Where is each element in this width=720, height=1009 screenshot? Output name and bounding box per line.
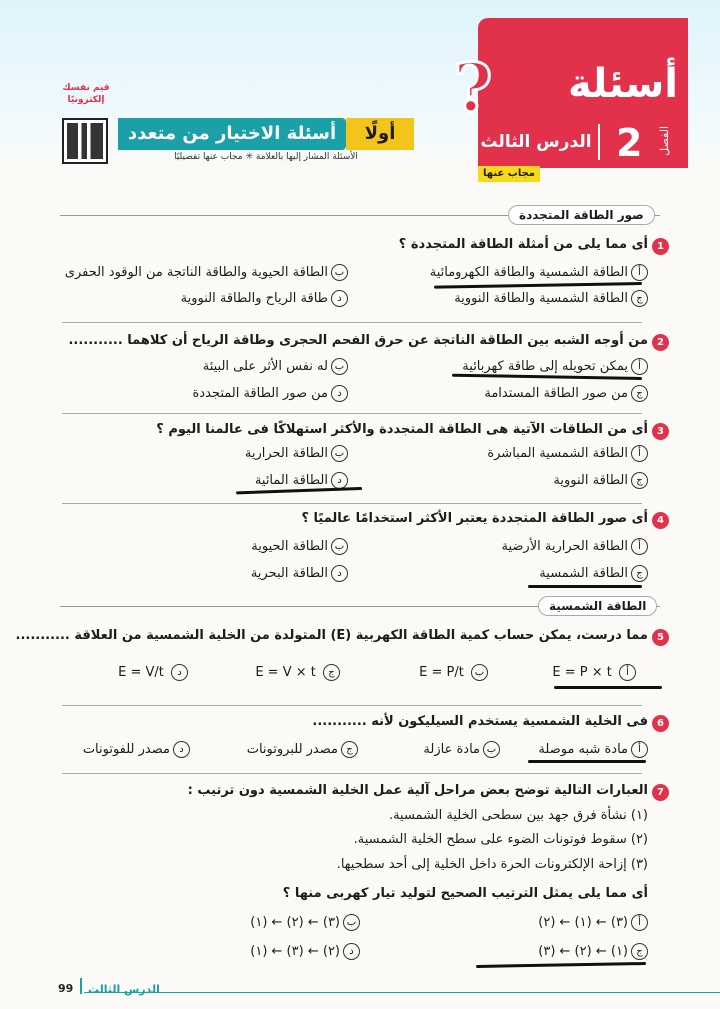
option-a[interactable]: [538, 914, 648, 931]
qr-code-icon[interactable]: [62, 118, 108, 164]
option-marker: ج: [631, 290, 648, 307]
footer-lesson: الدرس الثالث: [88, 983, 160, 996]
option-text: مادة عازلة: [423, 742, 480, 757]
footer-rule: [84, 992, 720, 993]
option-text: E = V/t: [118, 665, 164, 680]
option-b[interactable]: [250, 914, 360, 931]
statement-3: (٣) إزاحة الإلكترونات الحرة داخل الخلية إلى أحد سطحيها.: [336, 857, 648, 872]
option-c[interactable]: [553, 472, 648, 489]
option-d[interactable]: [193, 385, 349, 402]
option-b[interactable]: [423, 741, 500, 758]
section-ordinal: أولًا: [346, 118, 414, 150]
option-c[interactable]: [454, 290, 648, 307]
separator: [62, 413, 642, 414]
option-marker: ج: [341, 741, 358, 758]
separator: [62, 773, 642, 774]
option-text: له نفس الأثر على البيئة: [202, 359, 328, 374]
option-b[interactable]: [419, 664, 488, 681]
option-text: E = V × t: [255, 665, 316, 680]
chapter-number: 2: [616, 121, 643, 165]
option-text: الطاقة الحيوية: [251, 539, 328, 554]
option-marker: د: [173, 741, 190, 758]
option-c[interactable]: [538, 943, 648, 960]
option-marker: ج: [631, 472, 648, 489]
topic-label-renewable: صور الطاقة المتجددة: [508, 205, 655, 225]
option-marker: ج: [631, 943, 648, 960]
question-number: 3: [652, 423, 669, 440]
option-text: طاقة الرياح والطاقة النووية: [180, 291, 328, 306]
lesson-label: الدرس الثالث: [480, 132, 592, 152]
option-text: الطاقة البحرية: [250, 566, 328, 581]
option-marker: أ: [631, 264, 648, 281]
option-d[interactable]: [181, 290, 348, 307]
question-number: 2: [652, 334, 669, 351]
option-b[interactable]: [65, 264, 348, 281]
option-text: مصدر للبروتونات: [246, 742, 338, 757]
option-marker: د: [331, 472, 348, 489]
section-header: [118, 118, 414, 150]
option-marker: ب: [471, 664, 488, 681]
section-title: أسئلة الاختيار من متعدد: [118, 118, 346, 150]
option-text: الطاقة الشمسية المباشرة: [487, 446, 628, 461]
chapter-word: الفصل: [658, 126, 671, 156]
option-a[interactable]: [538, 741, 648, 758]
question-mark-icon: ?: [453, 49, 493, 127]
option-c[interactable]: [247, 741, 358, 758]
option-c[interactable]: [539, 565, 648, 582]
answer-underline: [476, 962, 646, 968]
option-marker: ب: [483, 741, 500, 758]
option-a[interactable]: [552, 664, 636, 681]
question-text: أى من الطاقات الآتية هى الطاقة المتجددة والأكثر استهلاكًا فى عالمنا اليوم ؟: [156, 422, 648, 437]
option-text: الطاقة الحرارية: [244, 446, 328, 461]
question-text: فى الخلية الشمسية يستخدم السيليكون لأنه ...........: [312, 714, 648, 729]
separator: [62, 503, 642, 504]
option-a[interactable]: [487, 445, 648, 462]
option-text: من صور الطاقة المستدامة: [484, 386, 628, 401]
option-marker: ب: [343, 914, 360, 931]
option-text: الطاقة الشمسية: [539, 566, 628, 581]
option-marker: ب: [331, 445, 348, 462]
option-text: مصدر للفوتونات: [82, 742, 170, 757]
option-c[interactable]: [255, 664, 340, 681]
option-text: الطاقة المائية: [254, 473, 328, 488]
option-marker: ج: [631, 385, 648, 402]
option-d[interactable]: [118, 664, 188, 681]
option-text: من صور الطاقة المتجددة: [192, 386, 328, 401]
option-text: الطاقة النووية: [553, 473, 628, 488]
answered-tag: مجاب عنها: [478, 166, 540, 182]
option-marker: د: [343, 943, 360, 960]
option-marker: ج: [631, 565, 648, 582]
option-text: الطاقة الحرارية الأرضية: [501, 539, 628, 554]
option-marker: أ: [631, 914, 648, 931]
question-number: 1: [652, 238, 669, 255]
answer-underline: [434, 282, 642, 289]
option-marker: ب: [331, 358, 348, 375]
option-marker: أ: [631, 741, 648, 758]
footer-divider: [80, 978, 82, 994]
option-marker: د: [171, 664, 188, 681]
option-c[interactable]: [484, 385, 648, 402]
option-a[interactable]: [430, 264, 648, 281]
option-a[interactable]: [502, 538, 649, 555]
option-b[interactable]: [251, 538, 348, 555]
option-marker: ب: [331, 264, 348, 281]
option-marker: د: [331, 385, 348, 402]
question-number: 7: [652, 784, 669, 801]
option-d[interactable]: [255, 472, 348, 489]
option-text: (٣) ← (٢) ← (١): [250, 915, 340, 930]
qr-label: قيم نفسك إلكترونيًا: [62, 83, 110, 105]
page-number: 99: [58, 982, 74, 995]
statement-2: (٢) سقوط فوتونات الضوء على سطح الخلية الشمسية.: [353, 832, 648, 847]
separator: [62, 705, 642, 706]
option-text: الطاقة الشمسية والطاقة النووية: [454, 291, 628, 306]
option-b[interactable]: [245, 445, 348, 462]
option-text: E = P/t: [419, 665, 464, 680]
option-text: (١) ← (٢) ← (٣): [538, 944, 628, 959]
question-text: مما درست، يمكن حساب كمية الطاقة الكهربية (E) المتولدة من الخلية الشمسية من العلاقة ...........: [15, 628, 648, 643]
option-marker: أ: [631, 358, 648, 375]
question-number: 5: [652, 629, 669, 646]
lesson-divider: [598, 124, 600, 160]
option-d[interactable]: [83, 741, 190, 758]
option-text: (٣) ← (١) ← (٢): [538, 915, 628, 930]
option-marker: ج: [323, 664, 340, 681]
option-marker: د: [331, 290, 348, 307]
option-a[interactable]: [462, 358, 648, 375]
sub-question: أى مما يلى يمثل الترتيب الصحيح لتوليد تيار كهربى منها ؟: [282, 886, 648, 901]
answer-underline: [528, 585, 642, 588]
question-number: 6: [652, 715, 669, 732]
separator: [62, 322, 642, 323]
question-text: من أوجه الشبه بين الطاقة الناتجة عن حرق الفحم الحجرى وطاقة الرياح أن كلاهما ...........: [68, 333, 648, 348]
option-d[interactable]: [250, 943, 360, 960]
option-b[interactable]: [203, 358, 348, 375]
question-text: العبارات التالية توضح بعض مراحل آلية عمل الخلية الشمسية دون ترتيب :: [187, 783, 648, 798]
answer-underline: [528, 760, 646, 763]
option-marker: ب: [331, 538, 348, 555]
option-text: الطاقة الشمسية والطاقة الكهرومائية: [429, 265, 628, 280]
option-marker: أ: [631, 445, 648, 462]
option-text: E = P × t: [552, 665, 612, 680]
question-number: 4: [652, 512, 669, 529]
topic-label-solar: الطاقة الشمسية: [538, 596, 657, 616]
answer-underline: [554, 686, 662, 689]
section-note: الأسئلة المشار إليها بالعلامة ✳ مجاب عنها تفصيليًا: [174, 152, 358, 162]
option-text: يمكن تحويله إلى طاقة كهربائية: [462, 359, 628, 374]
question-text: أى صور الطاقة المتجددة يعتبر الأكثر استخدامًا عالميًا ؟: [301, 511, 648, 526]
option-text: الطاقة الحيوية والطاقة الناتجة من الوقود الحفرى: [64, 265, 328, 280]
statement-1: (١) نشأة فرق جهد بين سطحى الخلية الشمسية.: [388, 808, 648, 823]
question-text: أى مما يلى من أمثلة الطاقة المتجددة ؟: [398, 237, 648, 252]
option-d[interactable]: [251, 565, 348, 582]
option-marker: أ: [619, 664, 636, 681]
option-marker: د: [331, 565, 348, 582]
option-marker: أ: [631, 538, 648, 555]
option-text: (٢) ← (٣) ← (١): [250, 944, 340, 959]
page-title: أسئلة: [568, 61, 678, 107]
option-text: مادة شبه موصلة: [538, 742, 628, 757]
chapter-badge: [606, 120, 678, 166]
